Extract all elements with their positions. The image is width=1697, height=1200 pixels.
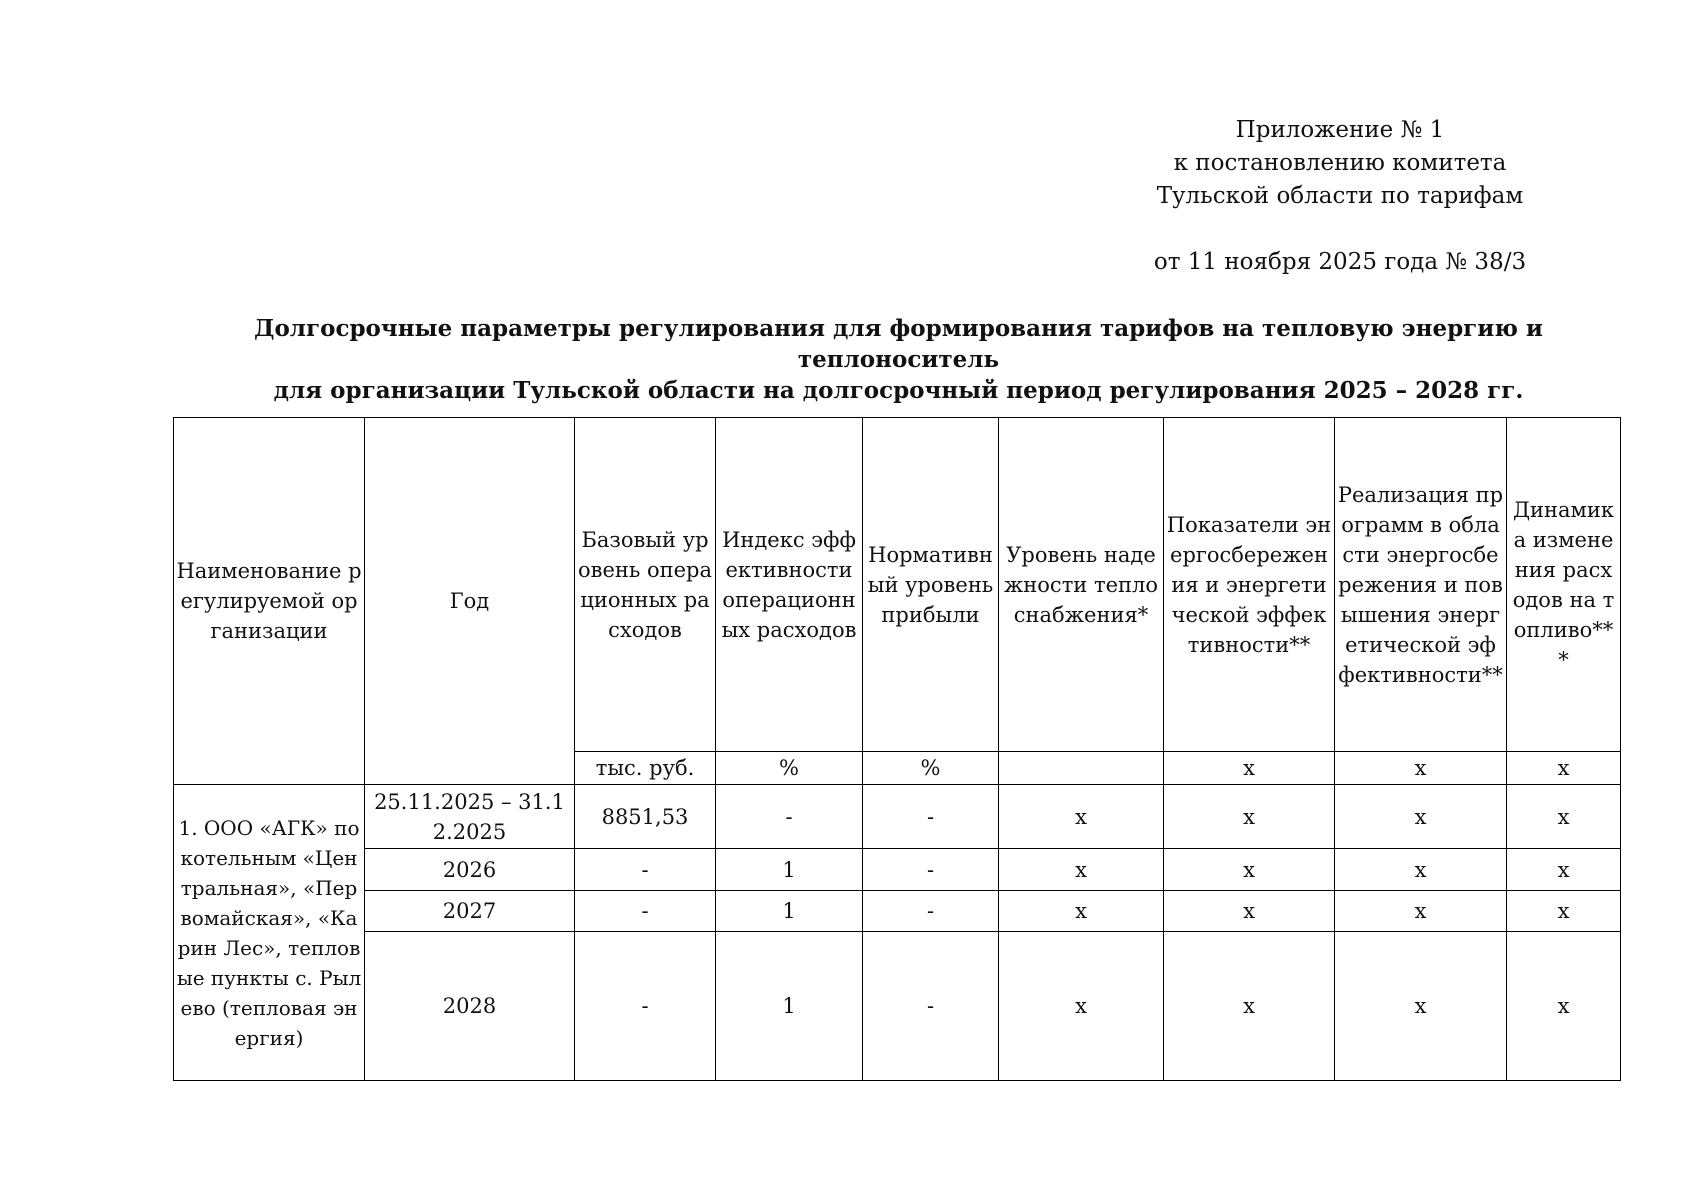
column-header: Реализация программ в области энергосбережения и повышения энергетической эффективности** — [1335, 418, 1507, 752]
table-row — [174, 891, 1621, 932]
value-cell: - — [863, 932, 999, 1081]
value-cell: х — [1507, 849, 1621, 891]
title-line: для организации Тульской области на долгосрочный период регулирования 2025 – 2028 гг. — [273, 377, 1524, 404]
table-row — [174, 849, 1621, 891]
unit-cell: % — [863, 752, 999, 785]
appendix-line: Приложение № 1 — [1235, 117, 1445, 143]
appendix-line: к постановлению комитета — [1173, 150, 1507, 176]
year-cell: 2027 — [365, 891, 575, 932]
year-cell: 2026 — [365, 849, 575, 891]
unit-cell: х — [1507, 752, 1621, 785]
appendix-date: от 11 ноября 2025 года № 38/3 — [1153, 249, 1527, 275]
document-title — [160, 313, 1637, 406]
value-cell: х — [1164, 785, 1335, 849]
value-cell: 1 — [716, 891, 863, 932]
value-cell: х — [1507, 932, 1621, 1081]
value-cell: - — [863, 785, 999, 849]
value-cell: 8851,53 — [575, 785, 716, 849]
table-header-row — [174, 418, 1621, 752]
value-cell: х — [1164, 891, 1335, 932]
table-row — [174, 932, 1621, 1081]
value-cell: - — [575, 932, 716, 1081]
value-cell: х — [999, 849, 1164, 891]
column-header: Динамика изменения расходов на топливо*** — [1507, 418, 1621, 752]
value-cell: х — [1507, 785, 1621, 849]
value-cell: - — [863, 849, 999, 891]
parameters-table — [173, 417, 1621, 1081]
value-cell: х — [1335, 785, 1507, 849]
value-cell: - — [863, 891, 999, 932]
value-cell: 1 — [716, 849, 863, 891]
value-cell: х — [999, 785, 1164, 849]
column-header: Наименование регулируемой организации — [174, 418, 365, 785]
value-cell: 1 — [716, 932, 863, 1081]
value-cell: х — [1507, 891, 1621, 932]
value-cell: х — [1335, 891, 1507, 932]
title-line: Долгосрочные параметры регулирования для формирования тарифов на тепловую энергию и теплоноситель — [254, 315, 1543, 373]
column-header: Уровень надежности теплоснабжения* — [999, 418, 1164, 752]
column-header: Базовый уровень операционных расходов — [575, 418, 716, 752]
year-cell: 2028 — [365, 932, 575, 1081]
unit-cell: х — [1335, 752, 1507, 785]
unit-cell: тыс. руб. — [575, 752, 716, 785]
column-header: Индекс эффективности операционных расходов — [716, 418, 863, 752]
year-cell: 25.11.2025 – 31.12.2025 — [365, 785, 575, 849]
value-cell: х — [1335, 849, 1507, 891]
value-cell: х — [1335, 932, 1507, 1081]
unit-cell: х — [1164, 752, 1335, 785]
value-cell: - — [716, 785, 863, 849]
appendix-line: Тульской области по тарифам — [1156, 183, 1524, 209]
value-cell: х — [1164, 849, 1335, 891]
unit-cell: % — [716, 752, 863, 785]
column-header: Год — [365, 418, 575, 785]
value-cell: х — [1164, 932, 1335, 1081]
value-cell: х — [999, 891, 1164, 932]
value-cell: - — [575, 891, 716, 932]
unit-cell — [999, 752, 1164, 785]
value-cell: - — [575, 849, 716, 891]
column-header: Нормативный уровень прибыли — [863, 418, 999, 752]
appendix-block — [1130, 114, 1550, 213]
column-header: Показатели энергосбережения и энергетической эффективности** — [1164, 418, 1335, 752]
organization-cell: 1. ООО «АГК» по котельным «Центральная», «Первомайская», «Карин Лес», тепловые пункты с. Рылево (тепловая энергия) — [174, 785, 365, 1081]
table-row — [174, 785, 1621, 849]
value-cell: х — [999, 932, 1164, 1081]
